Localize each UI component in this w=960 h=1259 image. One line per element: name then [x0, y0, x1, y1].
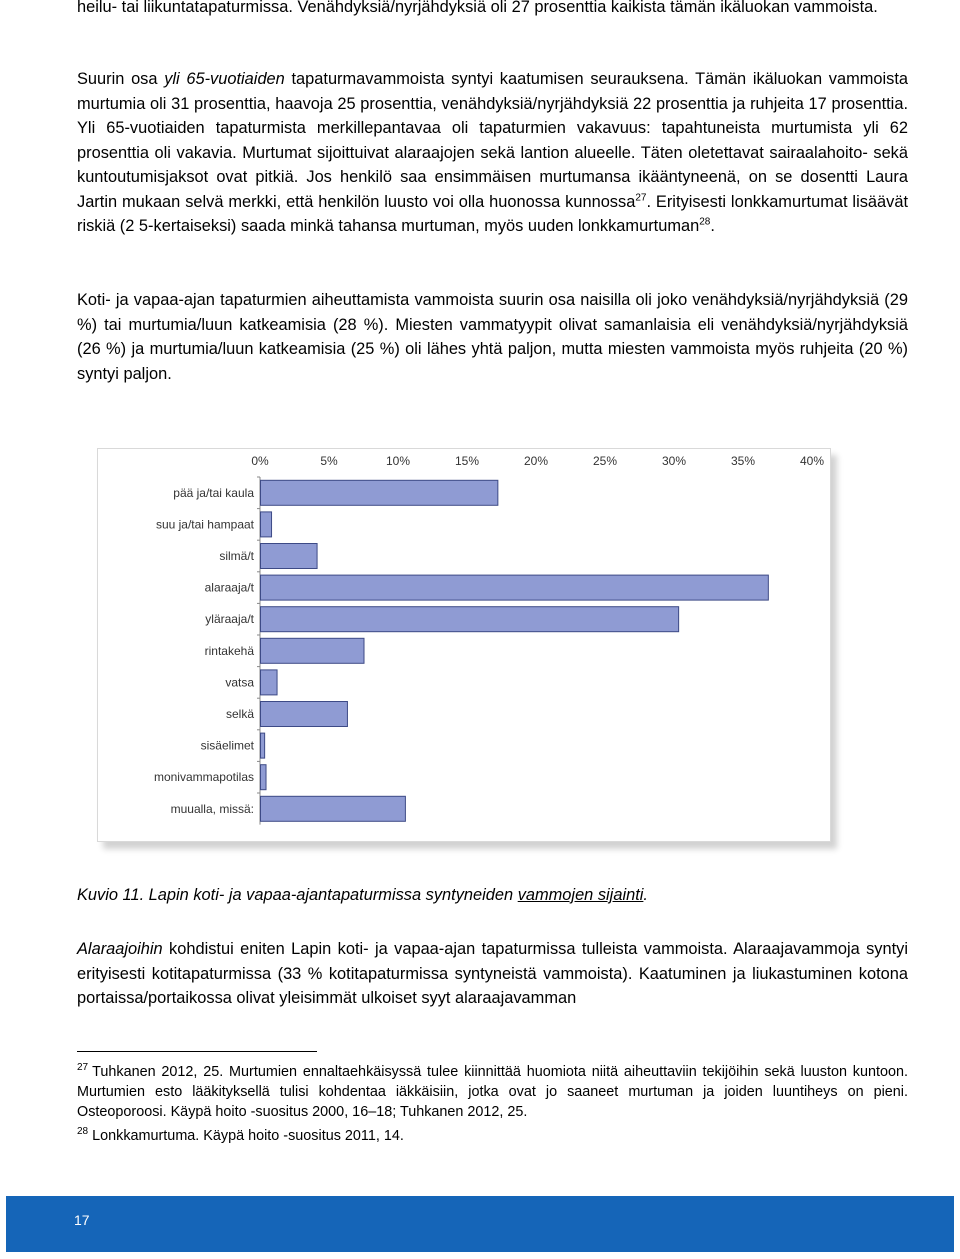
caption-suffix: .: [643, 886, 648, 904]
footnote-separator: [77, 1051, 317, 1052]
category-label: silmä/t: [219, 549, 254, 563]
x-tick-label: 0%: [251, 454, 269, 468]
footnote-27-text: Tuhkanen 2012, 25. Murtumien ennaltaehkäisyssä tulee kiinnittää huomiota niitä aiheuttaviin tekijöihin sekä luuston kuntoon. Murtumien esto lääkityksellä tulisi kohdentaa iäkkäisiin, jotka ovat jo saaneet murtuman ja joiden luuntiheys on pieni. Osteoporoosi. Käypä hoito -suositus 2000, 16–18; Tuhkanen 2012, 25.: [77, 1064, 908, 1120]
injury-location-chart: [97, 448, 831, 842]
caption-prefix: Kuvio 11. Lapin koti- ja vapaa-ajantapaturmissa syntyneiden: [77, 886, 518, 904]
p2-italic-term: yli 65-vuotiaiden: [164, 70, 285, 88]
category-label: muualla, missä:: [170, 801, 254, 816]
bar: [261, 544, 318, 569]
bar: [261, 512, 272, 537]
bar: [261, 607, 679, 632]
paragraph-4: [77, 937, 908, 1011]
paragraph-3: Koti- ja vapaa-ajan tapaturmien aiheuttamista vammoista suurin osa naisilla oli joko venähdyksiä/nyrjähdyksiä (29 %) tai murtumia/luun katkeamisia (28 %). Miesten vammatyypit olivat samanlaisia eli venähdyksiä/nyrjähdyksiä (26 %) ja murtumia/luun katkeamisia (25 %) oli lähes yhtä paljon, mutta miesten vammoista myös ruhjeita (20 %) syntyi paljon.: [77, 291, 908, 383]
chart-svg: [98, 449, 830, 841]
footnote-ref-27[interactable]: 27: [635, 192, 647, 204]
x-tick-label: 25%: [592, 454, 618, 468]
x-tick-label: 30%: [661, 454, 687, 468]
figure-caption: [77, 886, 648, 905]
x-tick-label: 20%: [523, 454, 549, 468]
paragraph-1: heilu- tai liikuntatapaturmissa. Venähdyksiä/nyrjähdyksiä oli 27 prosenttia kaikista tämän ikäluokan vammoista.: [77, 0, 878, 16]
category-label: sisäelimet: [200, 738, 254, 753]
bar: [261, 480, 498, 505]
p2-text-c: tapaturmavammoista syntyi kaatumisen seurauksena. Tämän ikäluokan vammoista murtumia oli 31 prosenttia, haavoja 25 prosenttia, venähdyksiä/nyrjähdyksiä 22 prosenttia ja ruhjeita 17 prosenttia. Yli 65-vuotiaiden tapaturmista merkillepantavaa oli tapaturmien vakavuus: tapahtuneista murtumista yli 62 prosenttia oli vakavia. Murtumat sijoittuivat alaraajojen sekä lantion alueelle. Täten oletettavat sairaalahoito- sekä kuntoutumisjaksot ovat pitkiä. Jos henkilö saa ensimmäisen murtumansa ikääntyneenä, on se dosentti Laura Jartin mukaan selvä merkki, että henkilön luusto voi olla huonossa kunnossa: [77, 70, 909, 211]
footnote-27-number: 27: [77, 1062, 89, 1074]
category-label: vatsa: [225, 675, 254, 690]
category-label: alaraaja/t: [204, 580, 254, 595]
category-label: monivammapotilas: [153, 770, 254, 785]
bar: [261, 575, 769, 600]
bar: [261, 796, 406, 821]
category-label: selkä: [225, 707, 254, 721]
bar: [261, 733, 265, 758]
category-label: pää ja/tai kaula: [173, 485, 254, 500]
p2-text-e: .: [710, 217, 715, 235]
footnote-28: [77, 1126, 908, 1146]
p4-text: kohdistui eniten Lapin koti- ja vapaa-ajan tapaturmissa tulleista vammoista. Alaraajavammoja syntyi erityisesti kotitapaturmissa (33 % kotitapaturmissa syntyneistä vammoista). Kaatuminen ja liukastuminen kotona portaissa/portaikossa olivat yleisimmät ulkoiset syyt alaraajavamman: [77, 940, 908, 1007]
p2-text-d: . Erityisesti lonkkamurtumat lisäävät riskiä (2 5-kertaiseksi) saada minkä tahansa murtuman, myös uuden lonkkamurtuman: [77, 192, 909, 235]
bar: [261, 670, 278, 695]
footnote-28-number: 28: [77, 1126, 89, 1138]
x-tick-label: 10%: [385, 454, 411, 468]
page-number: 17: [74, 1212, 90, 1228]
bar: [261, 638, 365, 663]
bar: [261, 702, 348, 727]
p2-text-a: Suurin osa: [77, 70, 165, 88]
category-label: yläraaja/t: [205, 612, 254, 627]
footnote-28-text: Lonkkamurtuma. Käypä hoito -suositus 2011, 14.: [92, 1128, 404, 1144]
footnote-27: [77, 1062, 908, 1122]
footnote-ref-28[interactable]: 28: [699, 216, 711, 228]
x-tick-label: 40%: [799, 454, 825, 468]
x-tick-label: 15%: [454, 454, 480, 468]
p4-italic-term: Alaraajoihin: [77, 940, 163, 958]
category-label: suu ja/tai hampaat: [155, 517, 254, 532]
x-tick-label: 35%: [730, 454, 756, 468]
category-label: rintakehä: [204, 643, 254, 658]
paragraph-2: [77, 67, 908, 239]
bar: [261, 765, 267, 790]
caption-underlined: vammojen sijainti: [517, 886, 644, 904]
footer-band: [6, 1196, 954, 1252]
x-tick-label: 5%: [320, 454, 338, 468]
